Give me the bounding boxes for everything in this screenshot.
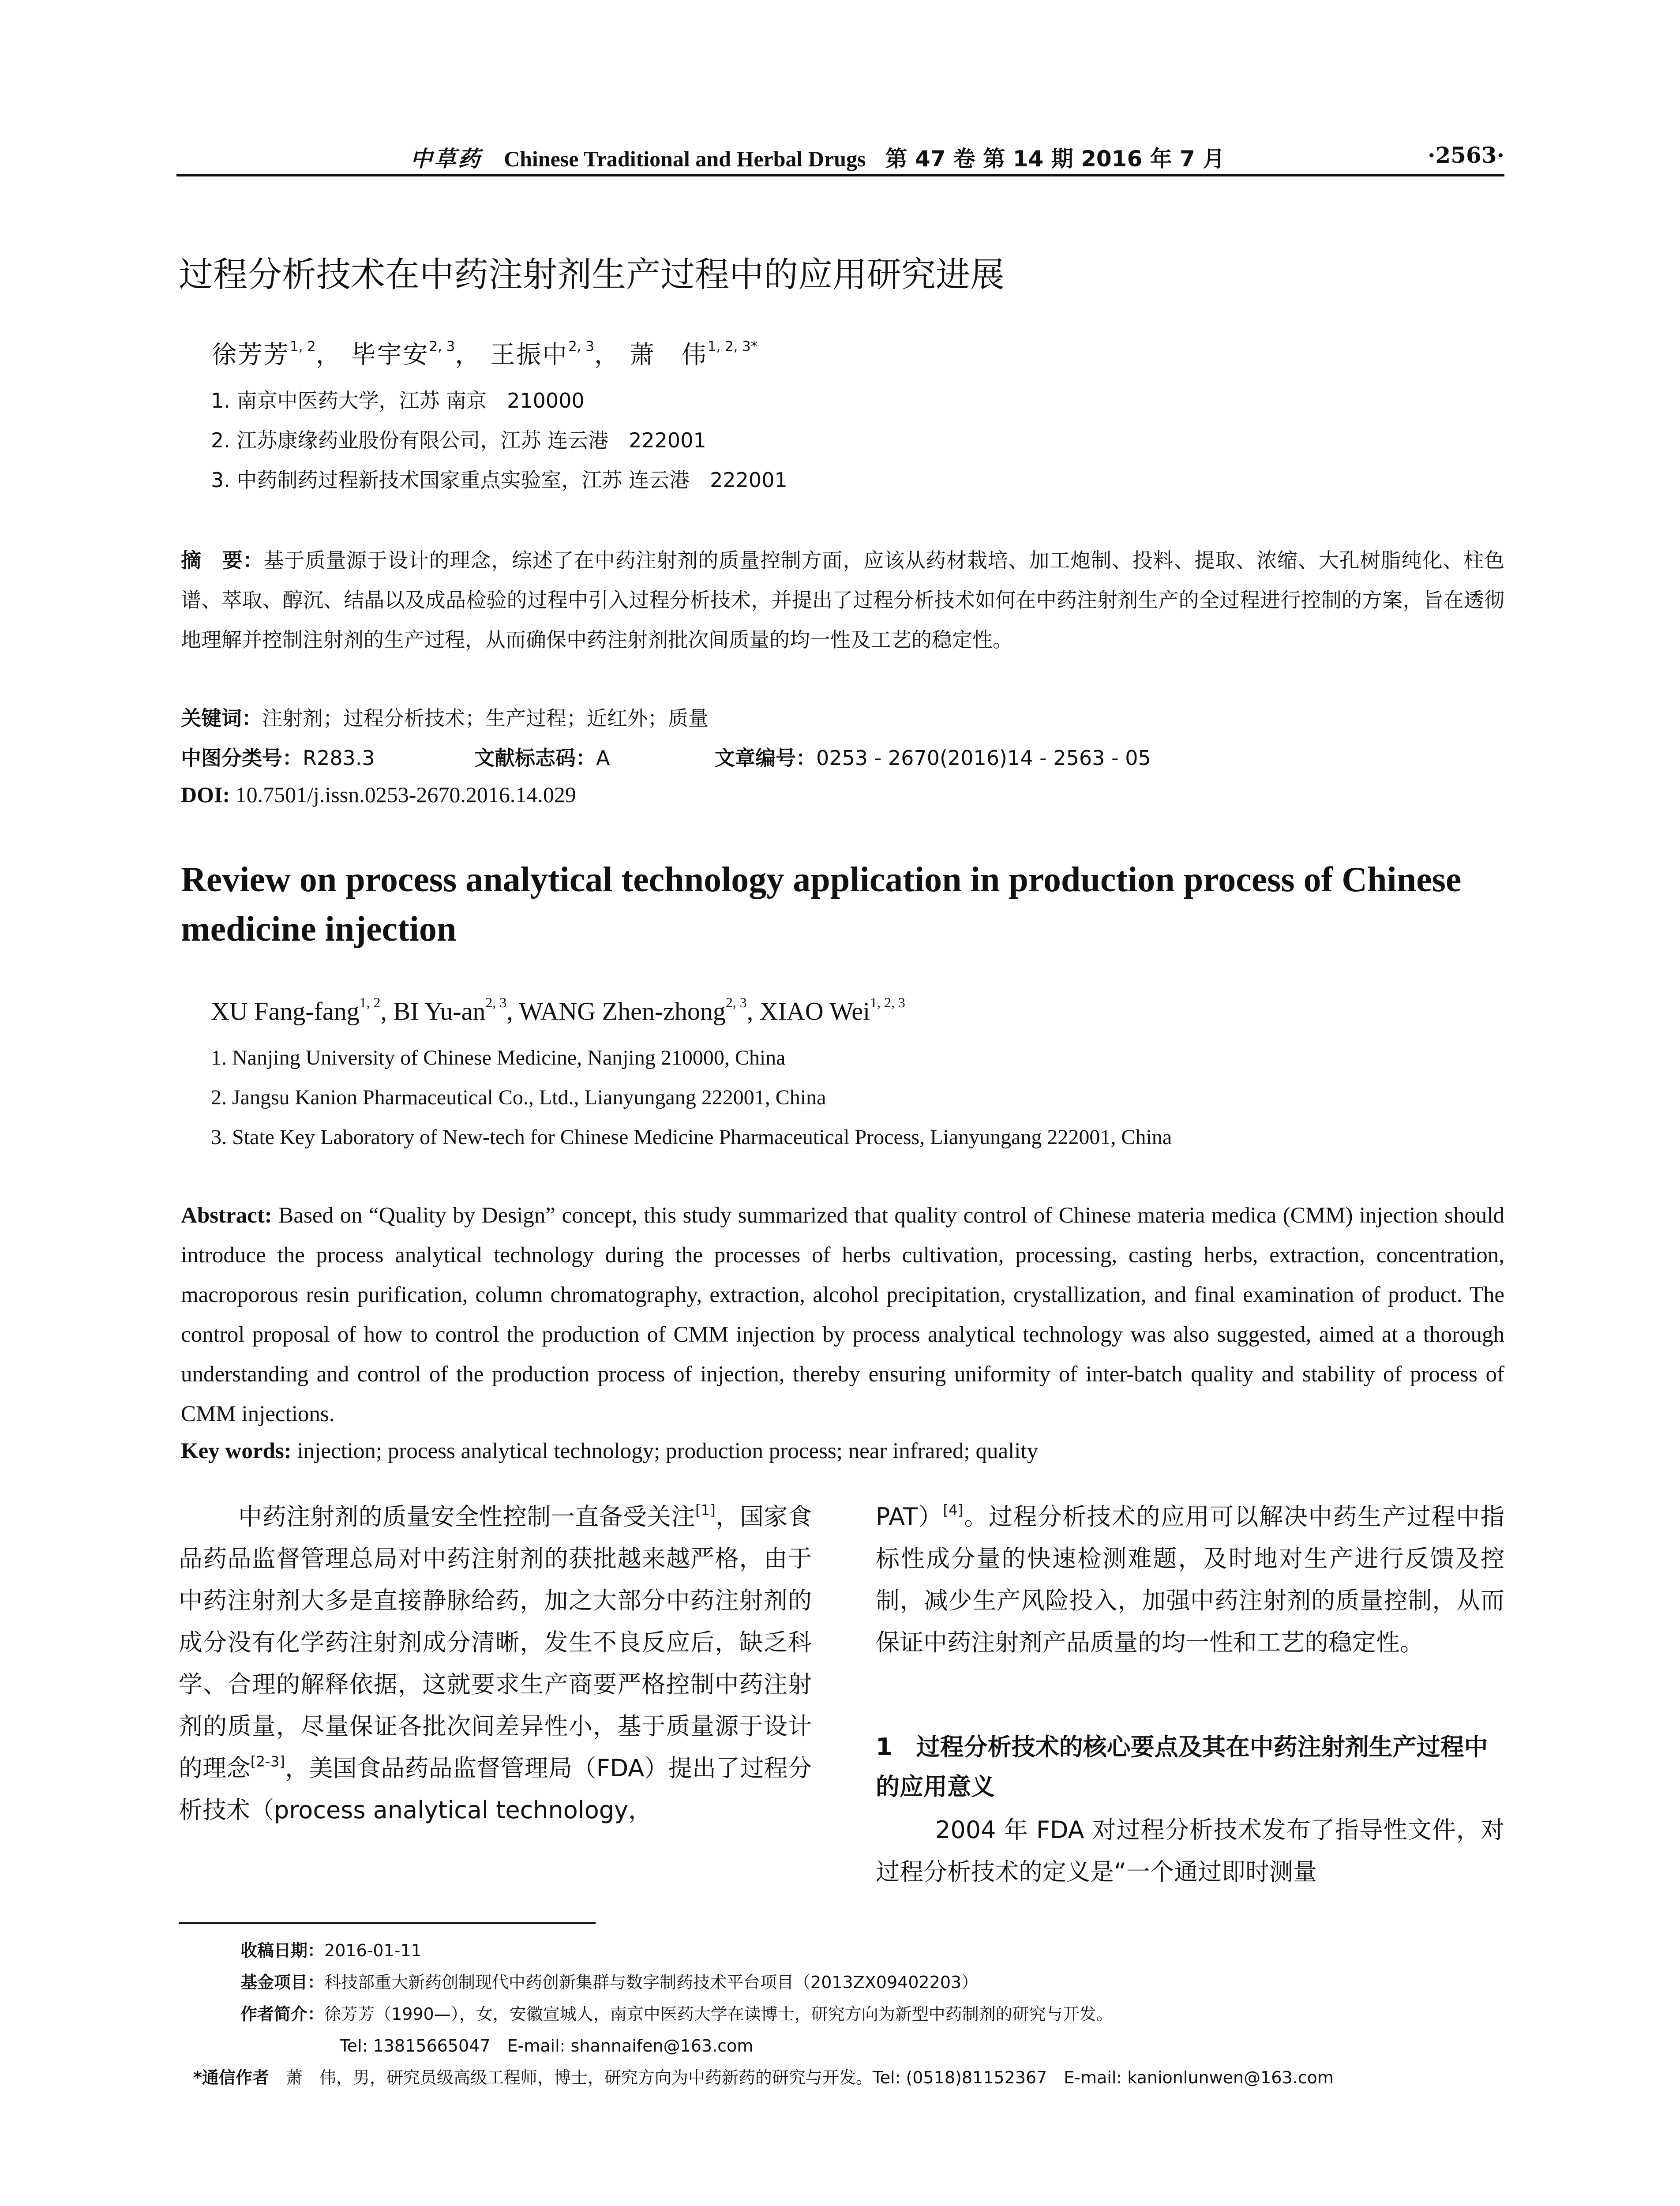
paper-title-en: Review on process analytical technology application in production process of Chinese medicine injection [181,860,1462,949]
footnote-label: 收稿日期： [240,1941,325,1960]
author-separator: , [746,997,760,1026]
footnote-author [240,2000,1113,2025]
keywords-cn [181,702,709,732]
doc-code [474,742,610,771]
clc-value: R283.3 [303,746,375,770]
journal-issue: 第 47 卷 第 14 期 2016 年 7 月 [885,146,1225,172]
clc-label: 中图分类号： [181,746,303,770]
article-number-value: 0253 - 2670(2016)14 - 2563 - 05 [816,746,1151,770]
body-column-right [876,1496,1504,1663]
citation-ref[interactable]: [1] [695,1501,716,1519]
author-separator: , [380,997,394,1026]
doi-value[interactable]: 10.7501/j.issn.0253-2670.2016.14.029 [235,782,576,807]
keywords-en [181,1438,1038,1464]
footnote-text: 徐芳芳（1990—），女，安徽宣城人，南京中医药大学在读博士，研究方向为新型中药制剂的研究与开发。 [324,2004,1113,2024]
citation-ref[interactable]: [4] [943,1501,964,1519]
page-number: ·2563· [1428,142,1504,168]
doc-code-value: A [596,746,610,770]
doi-line [181,782,576,807]
author-affil-mark: 1, 2 [290,338,316,355]
author-affil-mark: 2, 3 [429,338,455,355]
affiliation-cn: 3. 中药制药过程新技术国家重点实验室，江苏 连云港 222001 [211,468,788,492]
body-text: PAT） [876,1503,943,1531]
affiliation-en: 3. State Key Laboratory of New-tech for Chinese Medicine Pharmaceutical Process, Lianyungang 222001, China [211,1126,1172,1149]
footnote-label: 基金项目： [240,1973,325,1992]
author-name-en: WANG Zhen-zhong [519,997,726,1026]
footnote-text: 萧 伟，男，研究员级高级工程师，博士，研究方向为中药新药的研究与开发。Tel: (0518)81152367 E-mail: kanionlunwen@163.com [285,2068,1334,2087]
journal-header [410,141,1225,173]
footnote-fund [240,1969,978,1993]
article-number-label: 文章编号： [715,746,816,770]
author-affil-mark: 1, 2, 3* [707,338,758,355]
keywords-text-cn: 注射剂；过程分析技术；生产过程；近红外；质量 [262,706,709,730]
author-affil-mark: 1, 2 [359,995,381,1010]
affiliation-cn: 1. 南京中医药大学，江苏 南京 210000 [211,389,585,413]
affiliation-en: 1. Nanjing University of Chinese Medicine, Nanjing 210000, China [211,1046,786,1069]
author-name: 王振中 [490,341,569,369]
author-separator: , [506,997,519,1026]
author-name: 萧 伟 [629,341,708,369]
author-list-en [211,995,905,1026]
journal-name-cn: 中草药 [410,146,482,172]
keywords-text-en: injection; process analytical technology; production process; near infrared; quality [297,1439,1039,1463]
abstract-text-cn: 基于质量源于设计的理念，综述了在中药注射剂的质量控制方面，应该从药材栽培、加工炮制、投料、提取、浓缩、大孔树脂纯化、柱色谱、萃取、醇沉、结晶以及成品检验的过程中引入过程分析技术，并提出了过程分析技术如何在中药注射剂生产的全过程进行控制的方案，旨在透彻地理解并控制注射剂的生产过程，从而确保中药注射剂批次间质量的均一性及工艺的稳定性。 [181,548,1505,652]
author-affil-mark: 2, 3 [725,995,747,1010]
footnote-received [240,1937,422,1961]
body-text: 。过程分析技术的应用可以解决中药生产过程中指标性成分量的快速检测难题，及时地对生产进行反馈及控制，减少生产风险投入，加强中药注射剂的质量控制，从而保证中药注射剂产品质量的均一性和工艺的稳定性。 [876,1503,1505,1656]
body-text: ，美国食品药品监督管理局（FDA）提出了过程分析技术（process analytical technology， [179,1754,812,1824]
classification-line [181,742,375,771]
abstract-label-cn: 摘 要： [181,548,264,572]
keywords-label-en: Key words: [181,1439,292,1463]
article-number [715,742,1151,771]
footnote-corresponding [193,2064,1334,2088]
abstract-label-en: Abstract: [181,1203,272,1228]
doc-code-label: 文献标志码： [474,746,596,770]
author-separator: ， [455,341,481,369]
header-rule [176,174,1504,176]
footnote-text: 2016-01-11 [324,1941,422,1960]
footnote-rule [179,1922,596,1924]
abstract-en [181,1196,1504,1434]
author-name: 毕宇安 [351,341,429,369]
body-column-left [179,1496,812,1831]
affiliation-en: 2. Jangsu Kanion Pharmaceutical Co., Ltd., Lianyungang 222001, China [211,1086,826,1109]
paper-title-cn: 过程分析技术在中药注射剂生产过程中的应用研究进展 [179,255,1005,295]
author-list-cn [212,335,758,371]
author-affil-mark: 2, 3 [485,995,507,1010]
abstract-cn [181,540,1504,660]
body-paragraph: 2004 年 FDA 对过程分析技术发布了指导性文件，对过程分析技术的定义是“一个通过即时测量 [876,1816,1504,1886]
footnote-label: *通信作者 [193,2068,269,2087]
citation-ref[interactable]: [2-3] [250,1753,285,1770]
body-text: 中药注射剂的质量安全性控制一直备受关注 [238,1503,696,1531]
doi-label: DOI: [181,782,230,807]
author-separator: ， [315,341,342,369]
author-name-en: XU Fang-fang [211,997,360,1026]
footnote-text: 科技部重大新药创制现代中药创新集群与数字制药技术平台项目（2013ZX09402203） [324,1973,979,1992]
journal-name-en: Chinese Traditional and Herbal Drugs [504,146,866,171]
author-name: 徐芳芳 [212,341,290,369]
author-affil-mark: 1, 2, 3 [870,995,905,1010]
author-name-en: BI Yu-an [393,997,486,1026]
body-text: ，国家食品药品监督管理总局对中药注射剂的获批越来越严格，由于中药注射剂大多是直接静脉给药，加之大部分中药注射剂的成分没有化学药注射剂成分清晰，发生不良反应后，缺乏科学、合理的解释依据，这就要求生产商要严格控制中药注射剂的质量，尽量保证各批次间差异性小，基于质量源于设计的理念 [179,1503,812,1782]
section-heading: 1 过程分析技术的核心要点及其在中药注射剂生产过程中的应用意义 [876,1733,1488,1801]
author-name-en: XIAO Wei [759,997,870,1026]
abstract-text-en: Based on “Quality by Design” concept, this study summarized that quality control of Chinese materia medica (CMM) injection should introduce the process analytical technology during the processes of herbs cultivation, processing, casting herbs, extraction, concentration, macroporous resin purification, column chromatography, extraction, alcohol precipitation, crystallization, and final examination of product. The control proposal of how to control the production of CMM injection by process analytical technology was also suggested, aimed at a thorough understanding and control of the production process of injection, thereby ensuring uniformity of inter-batch quality and stability of process of CMM injections. [181,1203,1505,1426]
author-separator: ， [594,341,620,369]
affiliation-cn: 2. 江苏康缘药业股份有限公司，江苏 连云港 222001 [211,428,706,452]
author-affil-mark: 2, 3 [568,338,594,355]
footnote-label: 作者简介： [240,2004,325,2024]
keywords-label-cn: 关键词： [181,706,262,730]
footnote-author-contact: Tel: 13815665047 E-mail: shannaifen@163.com [340,2036,754,2056]
